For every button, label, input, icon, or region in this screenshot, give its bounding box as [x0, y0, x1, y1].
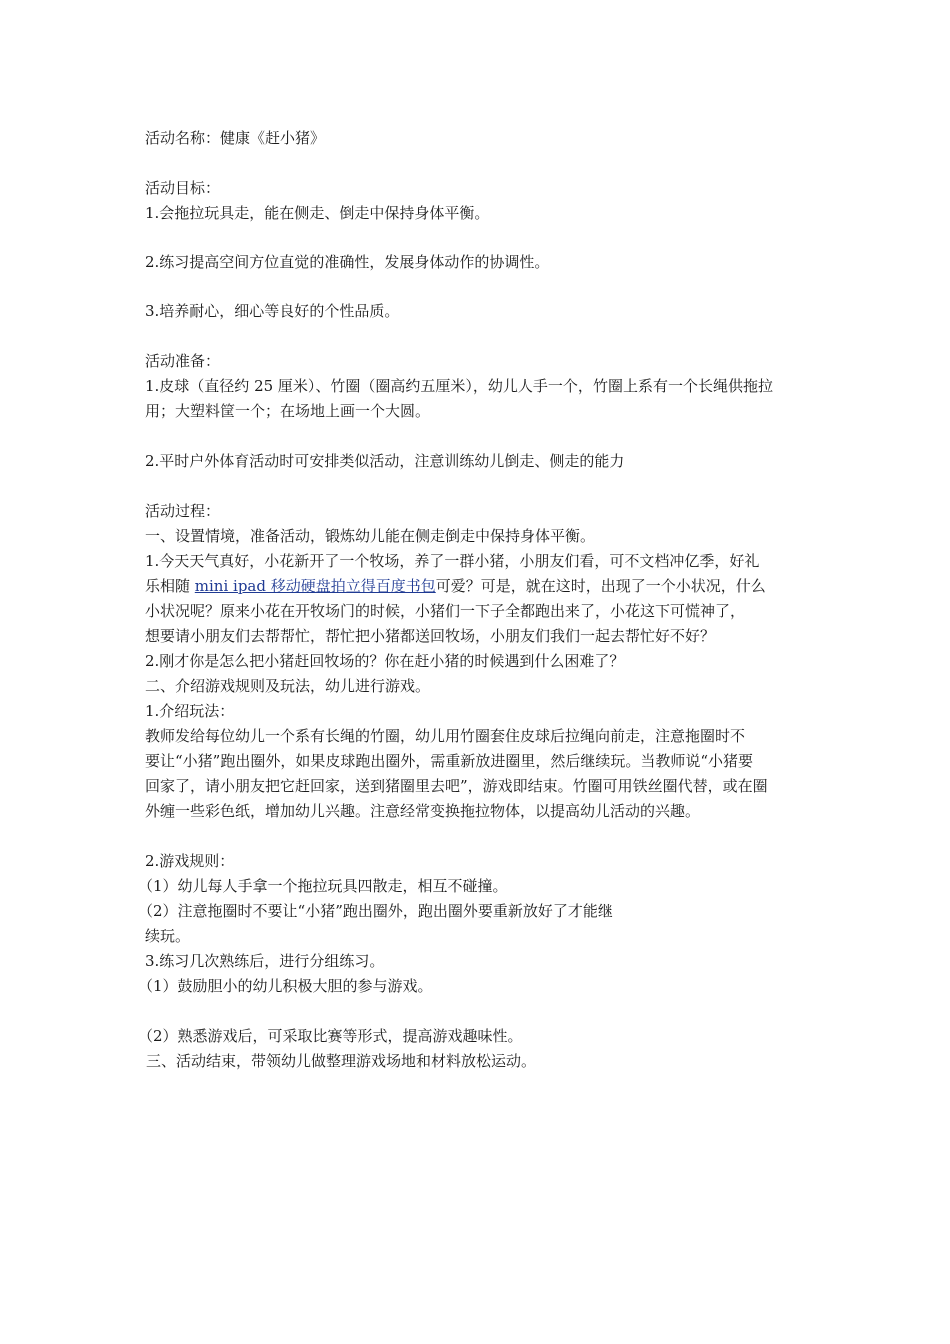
rule-item-2-line-1: （2）注意拖圈时不要让“小猪”跑出圈外，跑出圈外要重新放好了才能继	[138, 902, 613, 920]
goal-item-3: 3.培养耐心，细心等良好的个性品质。	[145, 302, 400, 320]
story-line-2-prefix: 乐相随	[145, 577, 195, 595]
process-step-3: 三、活动结束，带领幼儿做整理游戏场地和材料放松运动。	[146, 1052, 537, 1070]
method-line-3: 回家了，请小朋友把它赶回家，送到猪圈里去吧”，游戏即结束。竹圈可用铁丝圈代替，或在圈	[145, 777, 768, 795]
process-heading: 活动过程：	[145, 502, 221, 520]
story-line-2	[145, 574, 815, 599]
rules-heading: 2.游戏规则：	[145, 852, 235, 870]
practice-item-2: （2）熟悉游戏后，可采取比赛等形式，提高游戏趣味性。	[138, 1027, 523, 1045]
method-line-2: 要让“小猪”跑出圈外，如果皮球跑出圈外，需重新放进圈里，然后继续玩。当教师说“小猪要	[145, 752, 754, 770]
process-step-2: 二、介绍游戏规则及玩法，幼儿进行游戏。	[145, 677, 431, 695]
prep-item-1-line-1: 1.皮球（直径约 25 厘米）、竹圈（圈高约五厘米），幼儿人手一个，竹圈上系有一个长绳供拖拉	[145, 377, 773, 395]
method-line-4: 外缠一些彩色纸，增加幼儿兴趣。注意经常变换拖拉物体，以提高幼儿活动的兴趣。	[145, 802, 701, 820]
story-line-1: 1.今天天气真好，小花新开了一个牧场，养了一群小猪，小朋友们看，可不文档冲亿季，好礼	[145, 552, 760, 570]
goals-heading: 活动目标：	[145, 179, 221, 197]
story-line-4: 想要请小朋友们去帮帮忙，帮忙把小猪都送回牧场，小朋友们我们一起去帮忙好不好？	[145, 627, 716, 645]
goal-item-2: 2.练习提高空间方位直觉的准确性，发展身体动作的协调性。	[145, 253, 550, 271]
prep-item-1-line-2: 用；大塑料筐一个；在场地上画一个大圆。	[145, 402, 431, 420]
goal-item-1: 1.会拖拉玩具走，能在侧走、倒走中保持身体平衡。	[145, 204, 490, 222]
rule-item-2-line-2: 续玩。	[145, 927, 191, 945]
activity-title: 活动名称：健康《赶小猪》	[145, 129, 326, 147]
story-line-3: 小状况呢？原来小花在开牧场门的时候，小猪们一下子全都跑出来了，小花这下可慌神了，	[145, 602, 746, 620]
rule-item-1: （1）幼儿每人手拿一个拖拉玩具四散走，相互不碰撞。	[138, 877, 508, 895]
method-line-1: 教师发给每位幼儿一个系有长绳的竹圈，幼儿用竹圈套住皮球后拉绳向前走，注意拖圈时不	[145, 727, 746, 745]
prep-item-2: 2.平时户外体育活动时可安排类似活动，注意训练幼儿倒走、侧走的能力	[145, 452, 625, 470]
story-link[interactable]: mini ipad 移动硬盘拍立得百度书包	[194, 577, 436, 595]
process-step-1: 一、设置情境，准备活动，锻炼幼儿能在侧走倒走中保持身体平衡。	[145, 527, 596, 545]
prep-heading: 活动准备：	[145, 352, 221, 370]
story-question: 2.刚才你是怎么把小猪赶回牧场的？你在赶小猪的时候遇到什么困难了？	[145, 652, 625, 670]
practice-heading: 3.练习几次熟练后，进行分组练习。	[145, 952, 385, 970]
story-line-2-suffix: 可爱？可是，就在这时，出现了一个小状况，什么	[435, 577, 766, 595]
practice-item-1: （1）鼓励胆小的幼儿积极大胆的参与游戏。	[138, 977, 433, 995]
method-heading: 1.介绍玩法：	[145, 702, 235, 720]
